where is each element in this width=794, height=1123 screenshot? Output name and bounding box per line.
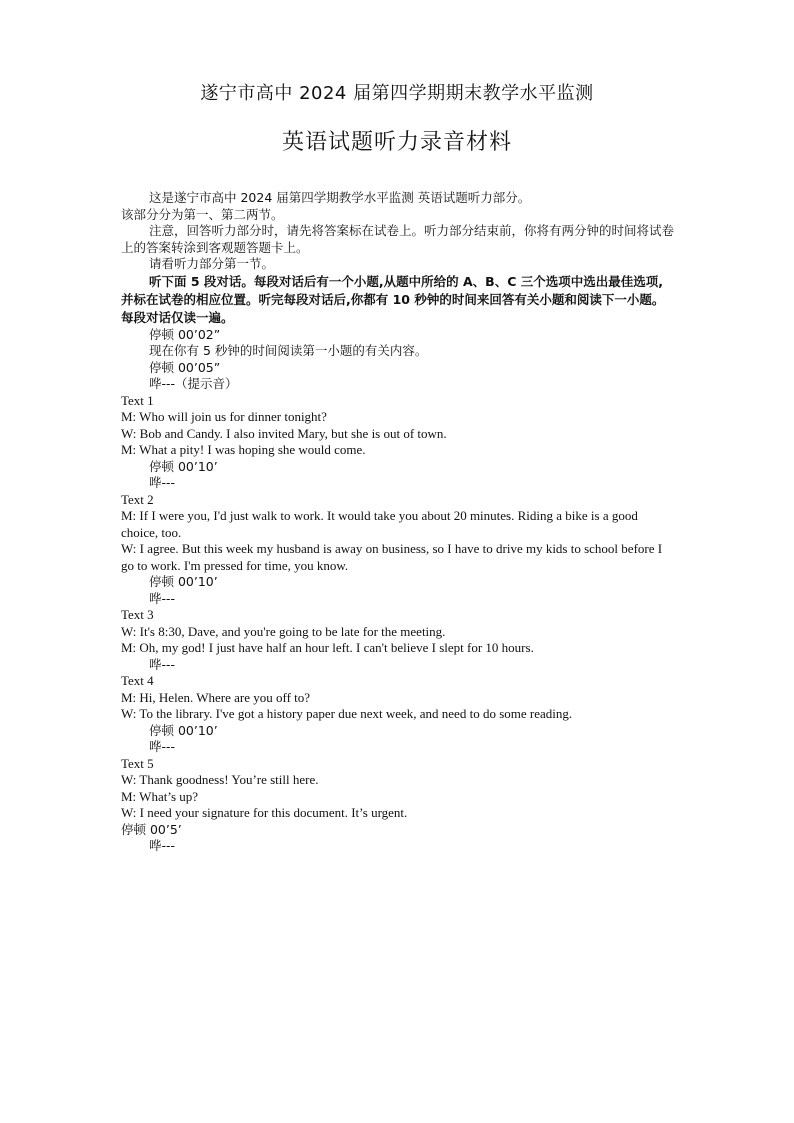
- dialogue-line: M: What a pity! I was hoping she would come.: [121, 442, 366, 457]
- pause-line: 停顿 00’10’: [149, 574, 218, 589]
- dialogue-line: W: To the library. I've got a history paper due next week, and need to do some reading.: [121, 706, 573, 721]
- text-label: Text 4: [121, 673, 154, 688]
- pause-line: 停顿 00’05”: [149, 359, 221, 375]
- dialogue-line: W: Bob and Candy. I also invited Mary, but she is out of town.: [121, 425, 447, 441]
- text-label: Text 1: [121, 392, 154, 408]
- dialogue-line: M: What’s up?: [121, 788, 199, 804]
- pause-line: 停顿 00’10’: [149, 722, 218, 738]
- pause-line: 停顿 00’02”: [149, 326, 221, 342]
- intro-paragraph-1: 这是遂宁市高中 2024 届第四学期教学水平监测 英语试题听力部分。: [149, 190, 531, 205]
- text-label: Text 3: [121, 607, 154, 622]
- dialogue-line: M: Who will join us for dinner tonight?: [121, 409, 327, 424]
- instructions-bold: 听下面 5 段对话。每段对话后有一个小题,从题中所给的 A、B、C 三个选项中选出最佳选项,并标在试卷的相应位置。听完每段对话后,你都有 10 秒钟的时间来回答有关小题和阅读下一小题。每段对话仅读一遍。: [121, 273, 665, 325]
- document-title: 遂宁市高中 2024 届第四学期期末教学水平监测: [200, 83, 594, 104]
- document-subtitle: 英语试题听力录音材料: [281, 130, 512, 155]
- intro-paragraph-2: 注意，回答听力部分时，请先将答案标在试卷上。听力部分结束前，你将有两分钟的时间将试卷上的答案转涂到客观题答题卡上。: [121, 223, 675, 255]
- beep-line: 哗---: [149, 739, 176, 754]
- beep-line: 哗---: [149, 590, 176, 606]
- pause-line: 停顿 00’5’: [121, 821, 182, 837]
- dialogue-line: M: Hi, Helen. Where are you off to?: [121, 689, 311, 705]
- intro-paragraph-3: 请看听力部分第一节。: [149, 256, 275, 271]
- text-label: Text 2: [121, 491, 154, 507]
- intro-paragraph-1b: 该部分分为第一、第二两节。: [121, 206, 284, 222]
- dialogue-line: W: I need your signature for this document. It’s urgent.: [121, 805, 408, 820]
- beep-line: 哗---: [149, 475, 176, 490]
- beep-line: 哗---: [149, 838, 176, 853]
- pause-line: 停顿 00’10’: [149, 458, 218, 474]
- dialogue-line: M: If I were you, I'd just walk to work. It would take you about 20 minutes. Riding a bike is a good choice, too.: [121, 508, 638, 540]
- dialogue-line: W: I agree. But this week my husband is away on business, so I have to drive my kids to school before I go to work. I'm pressed for time, you know.: [121, 541, 663, 573]
- document-body: [121, 190, 674, 855]
- beep-line: 哗---: [149, 656, 176, 672]
- intro-paragraph-4: 现在你有 5 秒钟的时间阅读第一小题的有关内容。: [149, 343, 428, 358]
- dialogue-line: W: It's 8:30, Dave, and you're going to be late for the meeting.: [121, 623, 446, 639]
- dialogue-line: M: Oh, my god! I just have half an hour left. I can't believe I slept for 10 hours.: [121, 640, 534, 655]
- text-label: Text 5: [121, 755, 154, 771]
- beep-line: 哗---（提示音）: [149, 376, 238, 391]
- dialogue-line: W: Thank goodness! You’re still here.: [121, 772, 319, 787]
